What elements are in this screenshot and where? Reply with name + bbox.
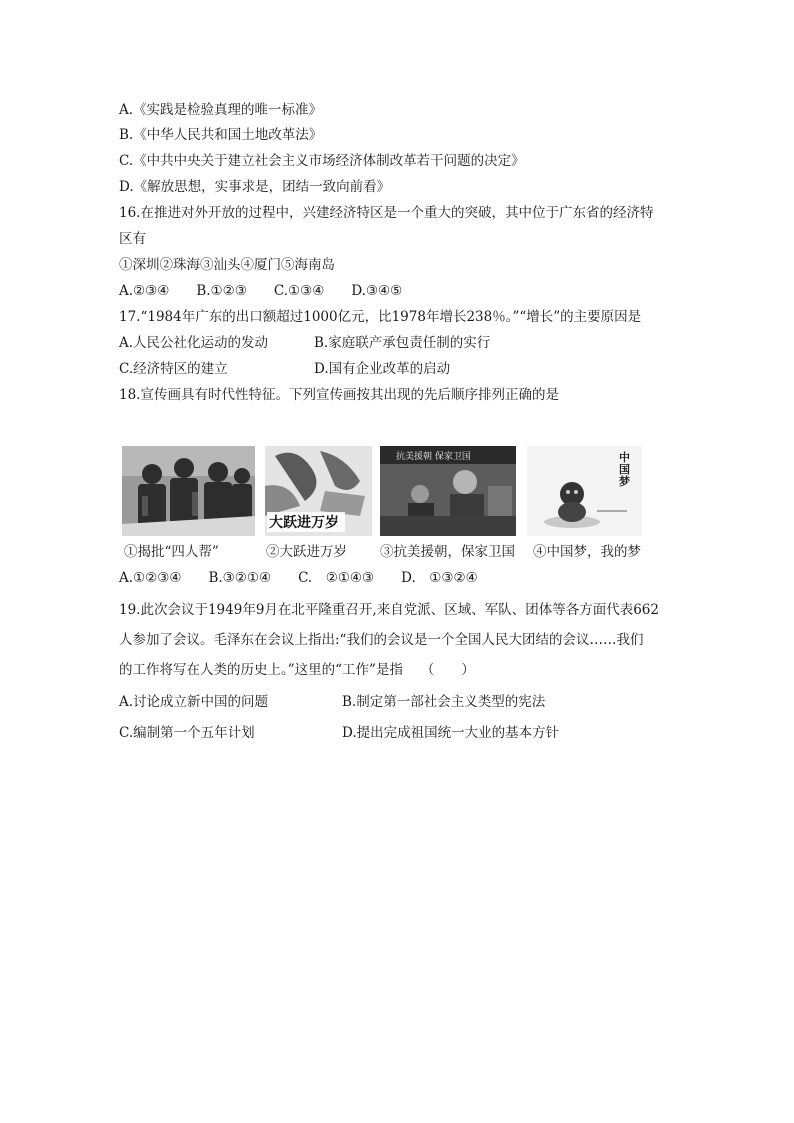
poster-caption-4: ④中国梦，我的梦 <box>533 544 641 560</box>
q19-option-a: A.讨论成立新中国的问题 <box>119 694 269 710</box>
q16-stem-line1: 16.在推进对外开放的过程中，兴建经济特区是一个重大的突破，其中位于广东省的经济特 <box>119 205 654 221</box>
poster-4-image <box>527 446 642 536</box>
q15-option-a: A.《实践是检验真理的唯一标准》 <box>119 102 323 118</box>
q19-option-b: B.制定第一部社会主义类型的宪法 <box>342 694 546 710</box>
q17-option-a: A.人民公社化运动的发动 <box>119 335 269 351</box>
q19-option-d: D.提出完成祖国统一大业的基本方针 <box>342 725 560 741</box>
q18-options: A.①②③④ B.③②①④ C. ②①④③ D. ①③②④ <box>119 570 478 586</box>
poster-caption-3: ③抗美援朝，保家卫国 <box>380 544 515 560</box>
poster-2-image <box>265 446 372 536</box>
q17-option-b: B.家庭联产承包责任制的实行 <box>314 335 491 351</box>
poster-4-title: 中国梦 <box>619 451 630 488</box>
q19-option-c: C.编制第一个五年计划 <box>119 725 255 741</box>
q15-option-b: B.《中华人民共和国土地改革法》 <box>119 127 323 143</box>
poster-caption-1: ①揭批“四人帮” <box>124 544 219 560</box>
q18-stem: 18.宣传画具有时代性特征。下列宣传画按其出现的先后顺序排列正确的是 <box>119 387 559 403</box>
q17-option-d: D.国有企业改革的启动 <box>314 361 451 377</box>
poster-caption-2: ②大跃进万岁 <box>266 544 347 560</box>
q17-option-c: C.经济特区的建立 <box>119 361 228 377</box>
q17-stem: 17.“1984年广东的出口额超过1000亿元，比1978年增长238％。”“增长”的主要原因是 <box>119 309 642 325</box>
poster-2-text: 大跃进万岁 <box>269 515 339 531</box>
q15-option-d: D.《解放思想，实事求是，团结一致向前看》 <box>119 179 391 195</box>
q16-options: A.②③④ B.①②③ C.①③④ D.③④⑤ <box>119 283 403 299</box>
q19-stem-line2: 人参加了会议。毛泽东在会议上指出:“我们的会议是一个全国人民大团结的会议……我们 <box>119 632 644 648</box>
q19-stem-line1: 19.此次会议于1949年9月在北平隆重召开,来自党派、区域、军队、团体等各方面代表662 <box>119 602 659 618</box>
q16-items: ①深圳②珠海③汕头④厦门⑤海南岛 <box>119 257 335 273</box>
poster-3-image <box>380 446 516 536</box>
q19-stem-line3: 的工作将写在人类的历史上。”这里的“工作”是指 （ ） <box>119 662 475 678</box>
poster-1-image <box>122 446 255 536</box>
poster-3-text: 抗美援朝 保家卫国 <box>396 452 471 462</box>
q15-option-c: C.《中共中央关于建立社会主义市场经济体制改革若干问题的决定》 <box>119 153 525 169</box>
q16-stem-line2: 区有 <box>119 231 146 247</box>
